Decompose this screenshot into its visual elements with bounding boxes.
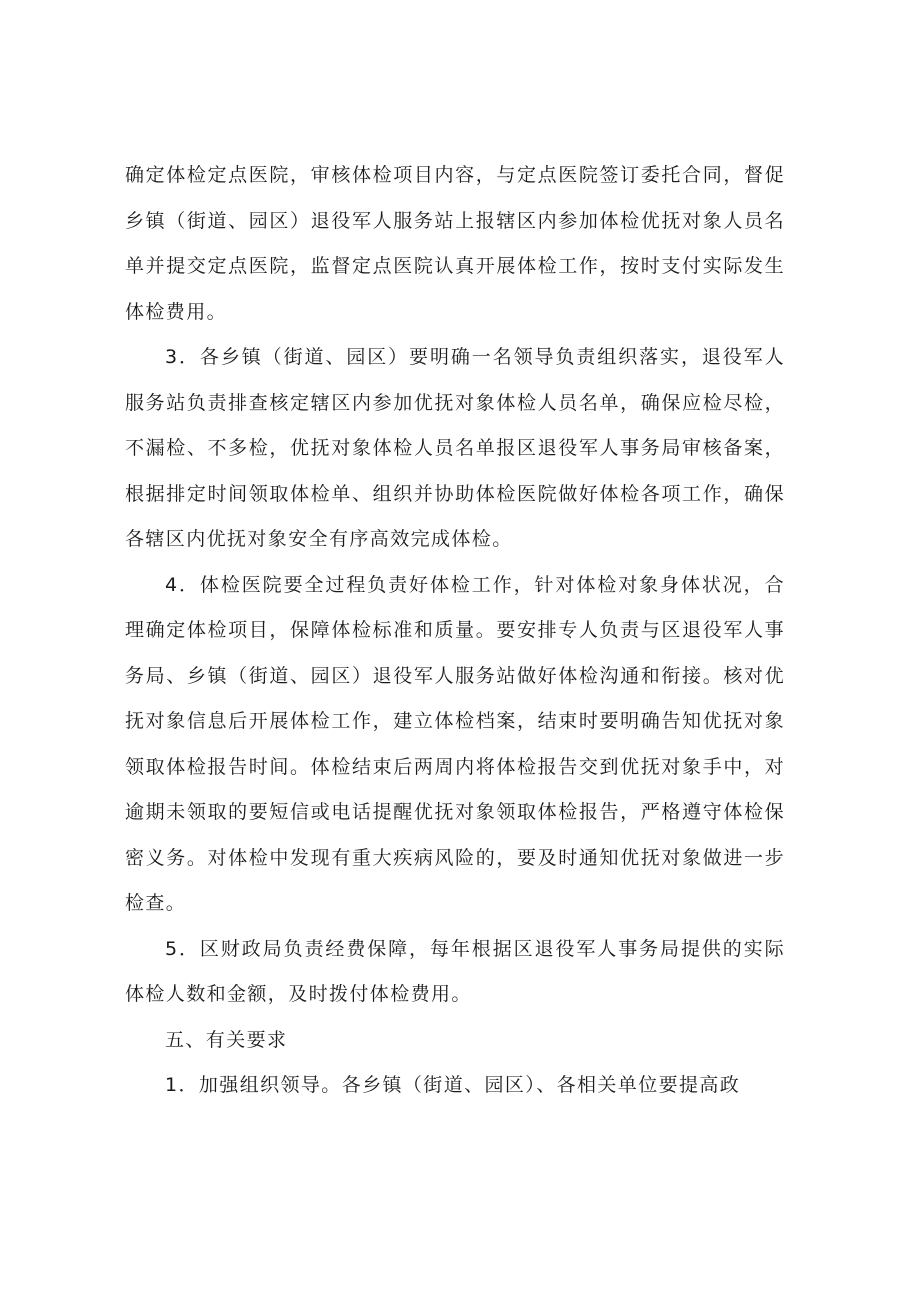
paragraph-continuation: 确定体检定点医院，审核体检项目内容，与定点医院签订委托合同，督促乡镇（街道、园区）退役军人服务站上报辖区内参加体检优抚对象人员名单并提交定点医院，监督定点医院认真开展体检工作，按时支付实际发生体检费用。 — [125, 164, 785, 323]
document-body — [125, 153, 785, 1109]
paragraph-item-4: 4．体检医院要全过程负责好体检工作，针对体检对象身体状况，合理确定体检项目，保障体检标准和质量。要安排专人负责与区退役军人事务局、乡镇（街道、园区）退役军人服务站做好体检沟通和衔接。核对优抚对象信息后开展体检工作，建立体检档案，结束时要明确告知优抚对象领取体检报告时间。体检结束后两周内将体检报告交到优抚对象手中，对逾期未领取的要短信或电话提醒优抚对象领取体检报告，严格遵守体检保密义务。对体检中发现有重大疾病风险的，要及时通知优抚对象做进一步检查。 — [125, 573, 785, 914]
paragraph-item-5: 5．区财政局负责经费保障，每年根据区退役军人事务局提供的实际体检人数和金额，及时拨付体检费用。 — [125, 937, 785, 1005]
section-heading-requirements: 五、有关要求 — [165, 1028, 288, 1051]
paragraph-item-3: 3．各乡镇（街道、园区）要明确一名领导负责组织落实，退役军人服务站负责排查核定辖区内参加优抚对象体检人员名单，确保应检尽检，不漏检、不多检，优抚对象体检人员名单报区退役军人事务局审核备案，根据排定时间领取体检单、组织并协助体检医院做好体检各项工作，确保各辖区内优抚对象安全有序高效完成体检。 — [125, 346, 785, 550]
paragraph-requirement-1: 1．加强组织领导。各乡镇（街道、园区）、各相关单位要提高政 — [165, 1074, 741, 1096]
